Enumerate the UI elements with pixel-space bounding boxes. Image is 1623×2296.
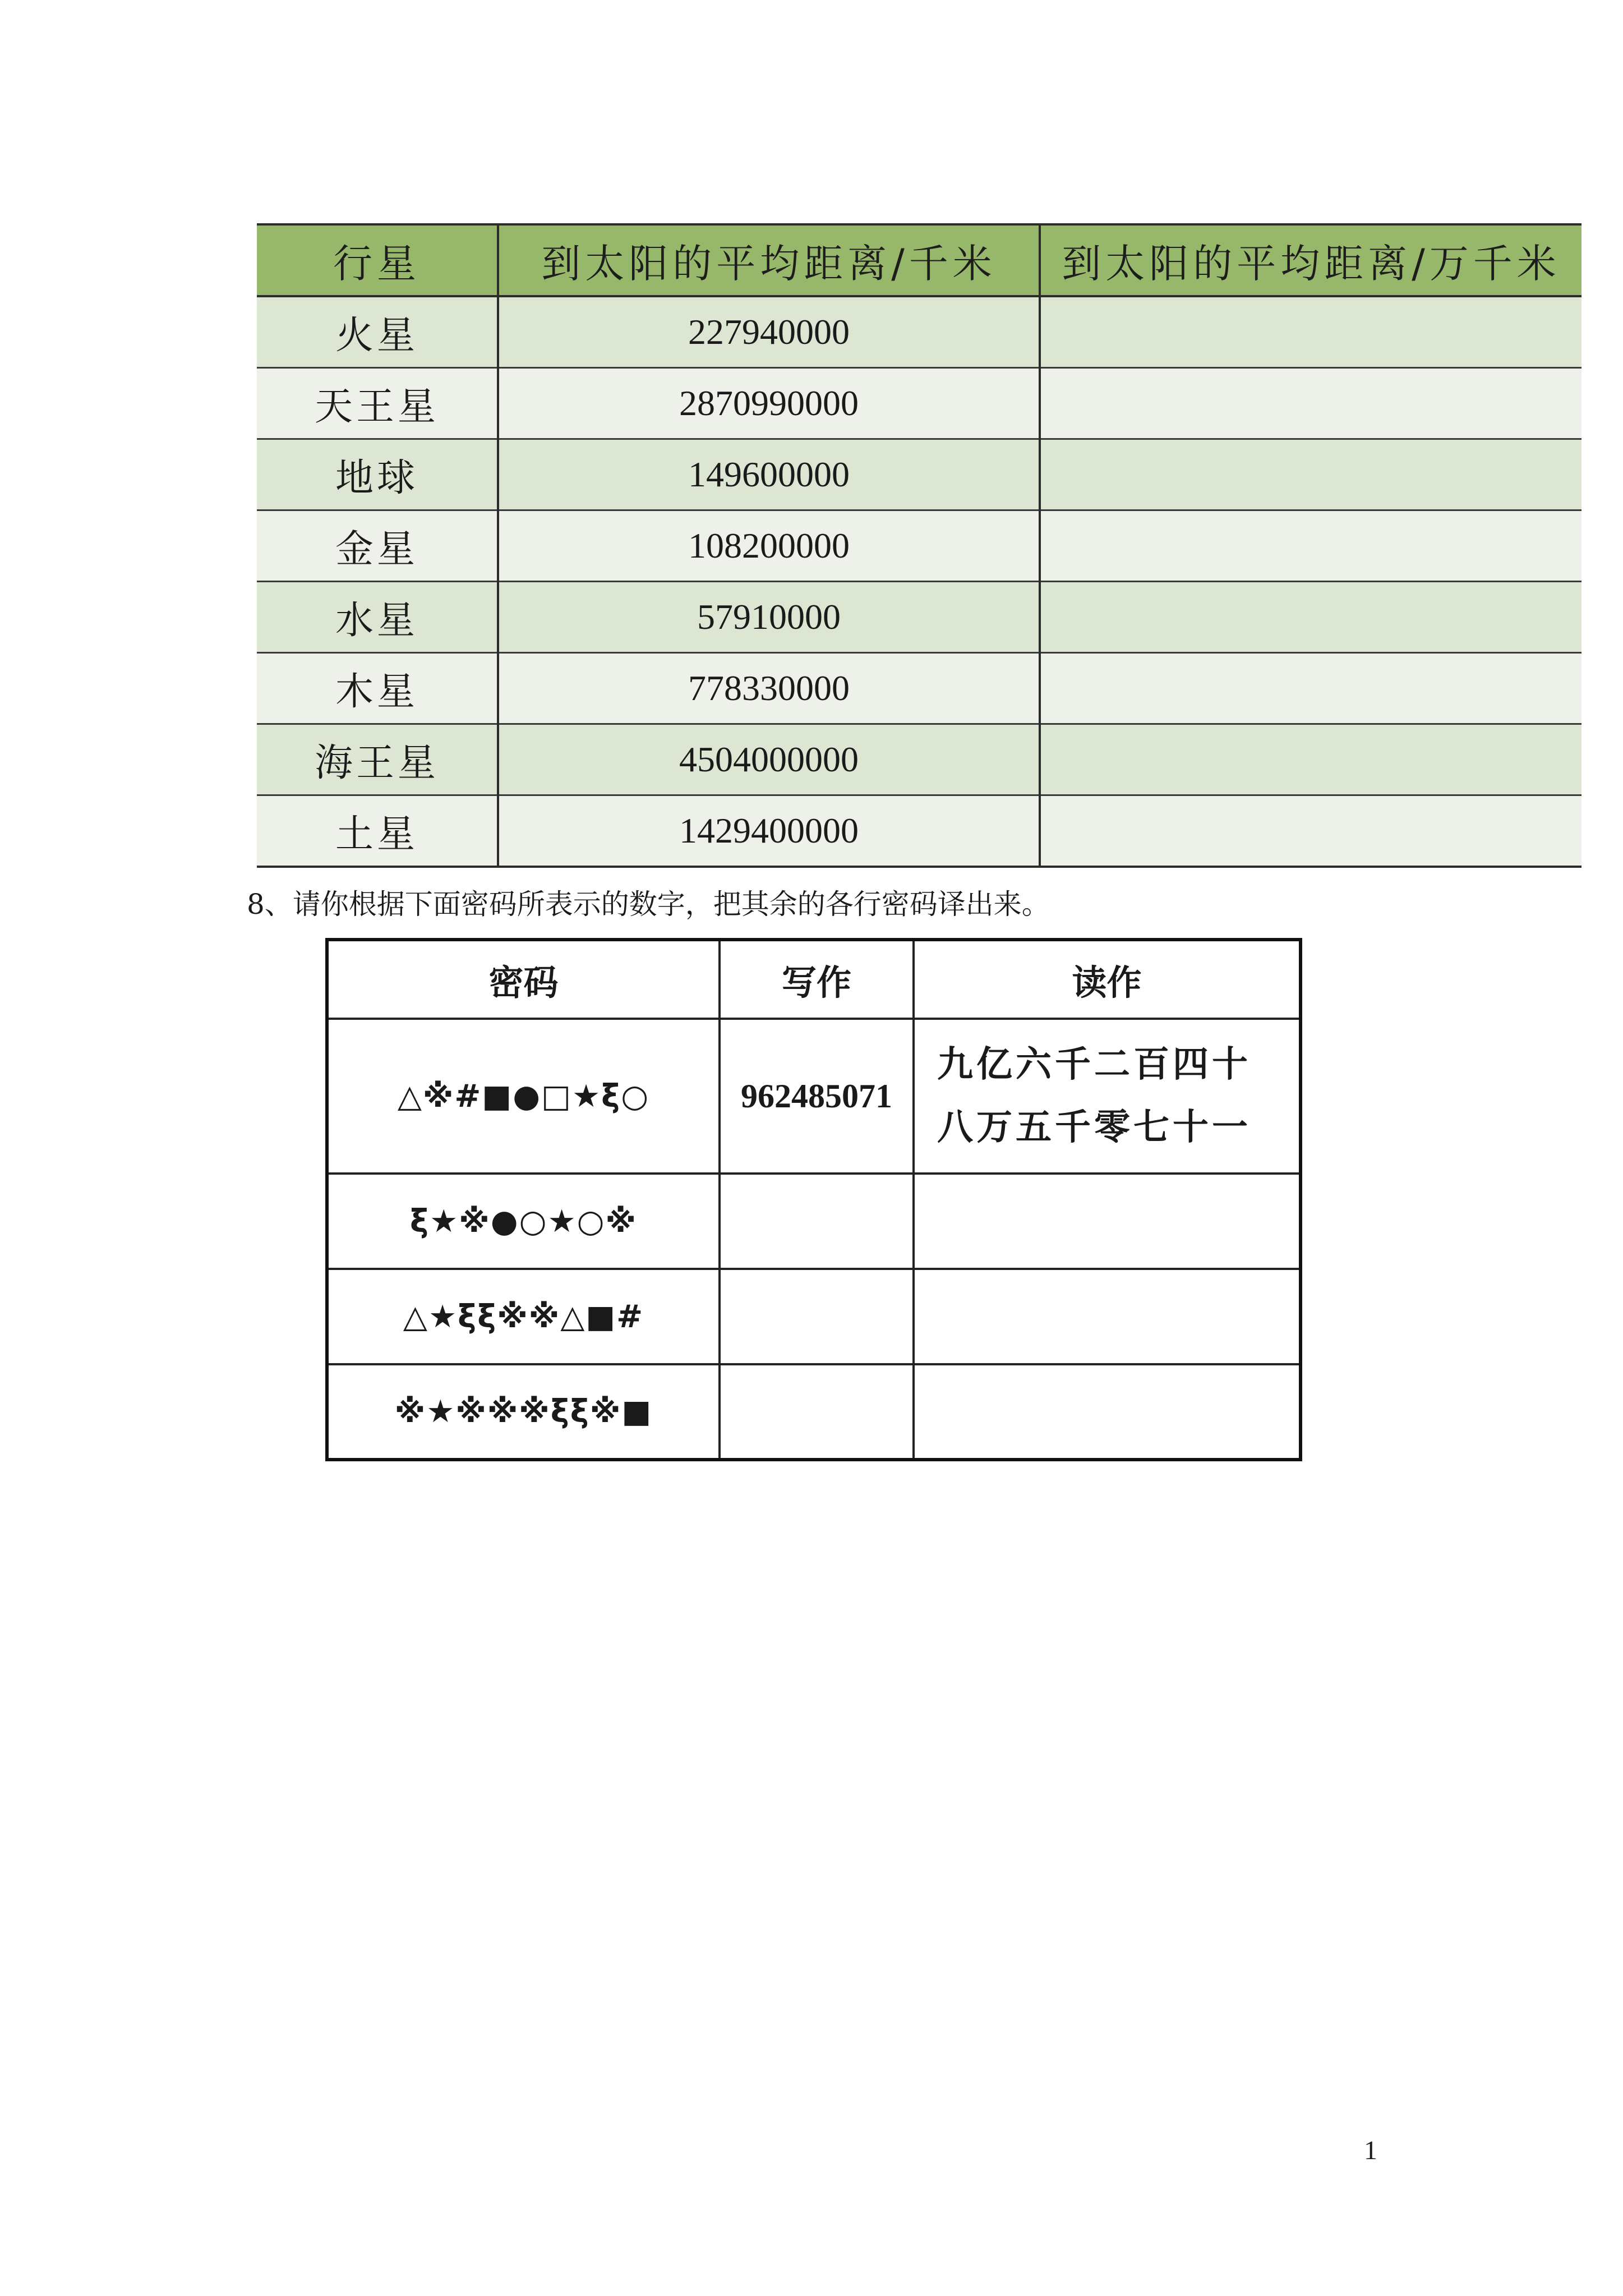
header-written: 写作 xyxy=(720,940,914,1019)
planet-distance-table xyxy=(257,223,1581,868)
read-words-line: 八万五千零七十一 xyxy=(937,1107,1251,1148)
header-distance-10k-km: 到太阳的平均距离/万千米 xyxy=(1040,224,1581,296)
header-read: 读作 xyxy=(914,940,1301,1019)
answer-cell[interactable] xyxy=(720,1269,914,1364)
answer-cell[interactable] xyxy=(914,1269,1301,1364)
distance-km: 108200000 xyxy=(498,510,1040,582)
table-row xyxy=(327,1364,1301,1460)
distance-km: 1429400000 xyxy=(498,795,1040,867)
table-row xyxy=(257,795,1581,867)
answer-cell[interactable] xyxy=(1040,582,1581,653)
question-8-text: 8、请你根据下面密码所表示的数字，把其余的各行密码译出来。 xyxy=(247,888,1050,921)
table-header-row xyxy=(257,224,1581,296)
table-row xyxy=(327,1269,1301,1364)
table-row xyxy=(257,368,1581,439)
answer-cell[interactable] xyxy=(1040,653,1581,724)
table-header-row xyxy=(327,940,1301,1019)
planet-name: 天王星 xyxy=(257,368,498,439)
planet-name: 金星 xyxy=(257,510,498,582)
table-row xyxy=(327,1019,1301,1174)
table-row xyxy=(257,439,1581,510)
planet-name: 地球 xyxy=(257,439,498,510)
read-words xyxy=(914,1019,1301,1174)
table-row xyxy=(327,1174,1301,1269)
table-row xyxy=(257,582,1581,653)
planet-name: 火星 xyxy=(257,296,498,368)
answer-cell[interactable] xyxy=(1040,439,1581,510)
answer-cell[interactable] xyxy=(914,1174,1301,1269)
code-symbols: ξ★※●○★○※ xyxy=(327,1174,720,1269)
answer-cell[interactable] xyxy=(1040,795,1581,867)
table-row xyxy=(257,510,1581,582)
code-symbols: △※#■●□★ξ○ xyxy=(327,1019,720,1174)
read-words-line: 九亿六千二百四十 xyxy=(937,1044,1251,1085)
answer-cell[interactable] xyxy=(720,1174,914,1269)
written-number: 962485071 xyxy=(720,1019,914,1174)
code-symbols: △★ξξ※※△■# xyxy=(327,1269,720,1364)
header-code: 密码 xyxy=(327,940,720,1019)
code-symbols: ※★※※※ξξ※■ xyxy=(327,1364,720,1460)
distance-km: 778330000 xyxy=(498,653,1040,724)
distance-km: 227940000 xyxy=(498,296,1040,368)
code-table xyxy=(325,938,1302,1461)
answer-cell[interactable] xyxy=(1040,510,1581,582)
table-row xyxy=(257,724,1581,795)
table-row xyxy=(257,653,1581,724)
answer-cell[interactable] xyxy=(720,1364,914,1460)
page-number: 1 xyxy=(1364,2136,1377,2165)
answer-cell[interactable] xyxy=(1040,296,1581,368)
distance-km: 57910000 xyxy=(498,582,1040,653)
distance-km: 2870990000 xyxy=(498,368,1040,439)
table-row xyxy=(257,296,1581,368)
answer-cell[interactable] xyxy=(914,1364,1301,1460)
answer-cell[interactable] xyxy=(1040,724,1581,795)
planet-name: 土星 xyxy=(257,795,498,867)
planet-name: 水星 xyxy=(257,582,498,653)
header-planet: 行星 xyxy=(257,224,498,296)
distance-km: 4504000000 xyxy=(498,724,1040,795)
distance-km: 149600000 xyxy=(498,439,1040,510)
planet-name: 海王星 xyxy=(257,724,498,795)
answer-cell[interactable] xyxy=(1040,368,1581,439)
header-distance-km: 到太阳的平均距离/千米 xyxy=(498,224,1040,296)
planet-name: 木星 xyxy=(257,653,498,724)
